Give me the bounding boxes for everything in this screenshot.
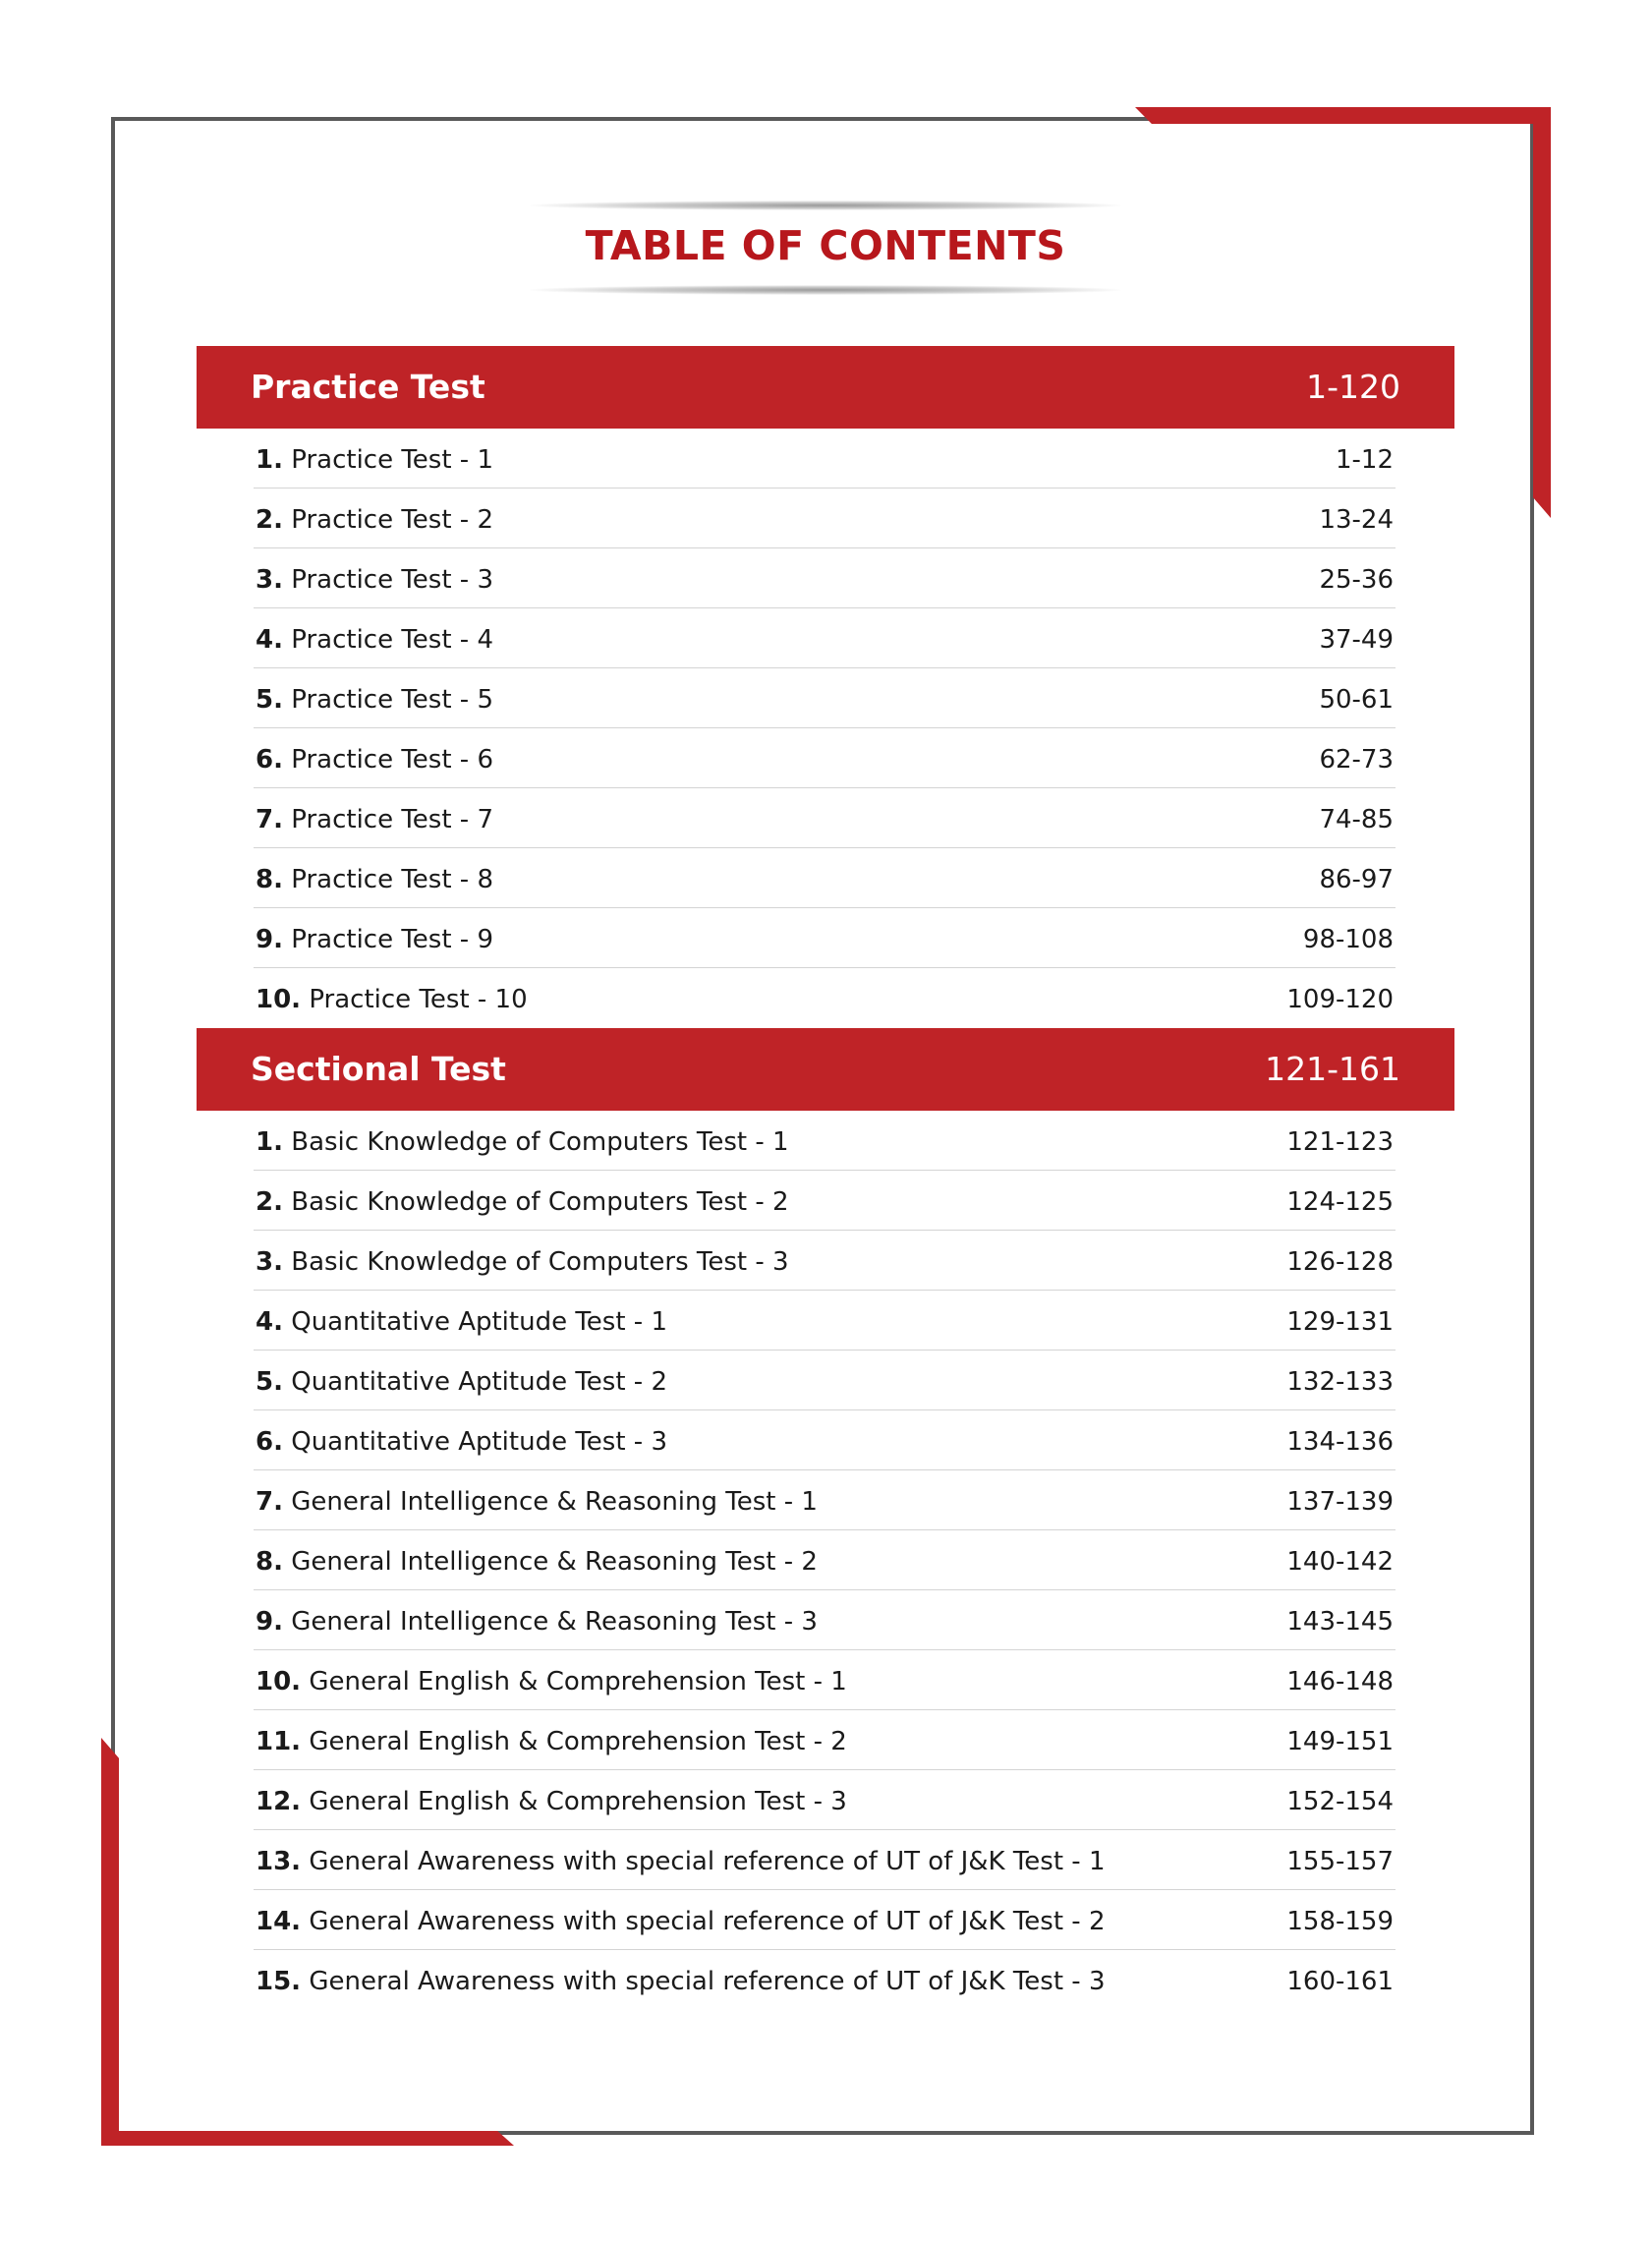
page-title: TABLE OF CONTENTS [585, 222, 1066, 269]
entry-label: General English & Comprehension Test - 2 [309, 1727, 847, 1756]
entry-title [256, 1547, 818, 1577]
entry-label: General English & Comprehension Test - 3 [309, 1787, 847, 1816]
entry-page-range: 62-73 [1319, 745, 1394, 775]
section-title: Sectional Test [251, 1050, 506, 1088]
entry-page-range: 140-142 [1286, 1547, 1394, 1577]
entry-title [256, 1787, 847, 1816]
corner-accent-top-right [1135, 107, 1551, 124]
corner-accent-left [101, 1738, 119, 2146]
entry-page-range: 86-97 [1319, 865, 1394, 894]
section-header-sectional-test [197, 1028, 1454, 1111]
entry-page-range: 121-123 [1286, 1127, 1394, 1157]
entry-title [256, 1667, 847, 1696]
entry-title [256, 985, 528, 1014]
entry-page-range: 25-36 [1319, 565, 1394, 595]
entry-label: Practice Test - 9 [291, 925, 493, 954]
entry-number: 10. [256, 1667, 302, 1696]
entry-number: 6. [256, 1427, 283, 1457]
toc-entry[interactable] [254, 1770, 1396, 1830]
entry-page-range: 109-120 [1286, 985, 1394, 1014]
section-page-range: 1-120 [1306, 368, 1400, 406]
title-rule-top [531, 201, 1120, 210]
entry-number: 5. [256, 1367, 283, 1397]
entry-number: 11. [256, 1727, 302, 1756]
entry-number: 1. [256, 445, 283, 475]
toc-entry[interactable] [254, 1950, 1396, 2010]
toc-entry[interactable] [254, 1111, 1396, 1171]
section-header-practice-test [197, 346, 1454, 429]
entry-label: Practice Test - 10 [309, 985, 528, 1014]
entry-title [256, 805, 493, 834]
entry-number: 10. [256, 985, 302, 1014]
corner-accent-right [1533, 107, 1551, 518]
entry-page-range: 143-145 [1286, 1607, 1394, 1637]
entry-page-range: 155-157 [1286, 1847, 1394, 1876]
entry-label: Practice Test - 6 [291, 745, 493, 775]
toc-entry[interactable] [254, 1231, 1396, 1291]
entry-number: 8. [256, 865, 283, 894]
entry-title [256, 1307, 667, 1337]
entry-number: 6. [256, 745, 283, 775]
entry-label: Basic Knowledge of Computers Test - 1 [291, 1127, 789, 1157]
entry-page-range: 50-61 [1319, 685, 1394, 715]
toc-list-practice-test [254, 429, 1396, 1028]
toc-entry[interactable] [254, 848, 1396, 908]
entry-number: 7. [256, 805, 283, 834]
entry-label: General Intelligence & Reasoning Test - 1 [291, 1487, 818, 1517]
entry-title [256, 445, 493, 475]
entry-label: General English & Comprehension Test - 1 [309, 1667, 847, 1696]
toc-entry[interactable] [254, 908, 1396, 968]
entry-number: 2. [256, 505, 283, 535]
toc-entry[interactable] [254, 1171, 1396, 1231]
entry-label: General Intelligence & Reasoning Test - 3 [291, 1607, 818, 1637]
entry-page-range: 74-85 [1319, 805, 1394, 834]
entry-title [256, 1847, 1106, 1876]
entry-title [256, 1187, 789, 1217]
entry-label: Practice Test - 8 [291, 865, 493, 894]
entry-title [256, 925, 493, 954]
toc-entry[interactable] [254, 788, 1396, 848]
entry-title [256, 1127, 789, 1157]
entry-page-range: 124-125 [1286, 1187, 1394, 1217]
entry-page-range: 98-108 [1302, 925, 1394, 954]
entry-label: Practice Test - 3 [291, 565, 493, 595]
entry-page-range: 1-12 [1335, 445, 1394, 475]
entry-page-range: 149-151 [1286, 1727, 1394, 1756]
entry-label: General Intelligence & Reasoning Test - 2 [291, 1547, 818, 1577]
entry-title [256, 1967, 1106, 1996]
entry-page-range: 13-24 [1319, 505, 1394, 535]
toc-entry[interactable] [254, 668, 1396, 728]
toc-entry[interactable] [254, 1830, 1396, 1890]
entry-title [256, 625, 493, 655]
toc-entry[interactable] [254, 1530, 1396, 1590]
section-page-range: 121-161 [1265, 1050, 1400, 1088]
entry-label: Practice Test - 7 [291, 805, 493, 834]
toc-entry[interactable] [254, 1650, 1396, 1710]
entry-title [256, 1367, 667, 1397]
title-rule-bottom [531, 285, 1120, 295]
entry-title [256, 1247, 789, 1277]
entry-number: 5. [256, 685, 283, 715]
entry-label: Practice Test - 4 [291, 625, 493, 655]
entry-number: 3. [256, 1247, 283, 1277]
entry-title [256, 565, 493, 595]
entry-page-range: 160-161 [1286, 1967, 1394, 1996]
entry-page-range: 152-154 [1286, 1787, 1394, 1816]
entry-label: Practice Test - 1 [291, 445, 493, 475]
entry-title [256, 1727, 847, 1756]
toc-entry[interactable] [254, 489, 1396, 548]
toc-list-sectional-test [254, 1111, 1396, 2010]
corner-accent-bottom-left [101, 2131, 514, 2146]
entry-number: 8. [256, 1547, 283, 1577]
entry-number: 15. [256, 1967, 302, 1996]
entry-page-range: 158-159 [1286, 1907, 1394, 1936]
entry-page-range: 137-139 [1286, 1487, 1394, 1517]
entry-number: 2. [256, 1187, 283, 1217]
entry-label: Quantitative Aptitude Test - 1 [291, 1307, 667, 1337]
entry-label: Practice Test - 5 [291, 685, 493, 715]
entry-number: 14. [256, 1907, 302, 1936]
entry-number: 1. [256, 1127, 283, 1157]
entry-page-range: 132-133 [1286, 1367, 1394, 1397]
entry-title [256, 1427, 667, 1457]
entry-title [256, 1607, 818, 1637]
entry-title [256, 1487, 818, 1517]
entry-label: Quantitative Aptitude Test - 3 [291, 1427, 667, 1457]
toc-entry[interactable] [254, 1890, 1396, 1950]
entry-label: Basic Knowledge of Computers Test - 3 [291, 1247, 789, 1277]
entry-label: Basic Knowledge of Computers Test - 2 [291, 1187, 789, 1217]
toc-entry[interactable] [254, 1710, 1396, 1770]
entry-number: 4. [256, 1307, 283, 1337]
entry-label: General Awareness with special reference of UT of J&K Test - 3 [309, 1967, 1106, 1996]
section-title: Practice Test [251, 368, 485, 406]
toc-entry[interactable] [254, 1410, 1396, 1470]
toc-entry[interactable] [254, 1351, 1396, 1410]
entry-title [256, 865, 493, 894]
entry-label: General Awareness with special reference of UT of J&K Test - 2 [309, 1907, 1106, 1936]
entry-title [256, 1907, 1106, 1936]
toc-entry[interactable] [254, 728, 1396, 788]
entry-page-range: 37-49 [1319, 625, 1394, 655]
entry-label: Quantitative Aptitude Test - 2 [291, 1367, 667, 1397]
entry-number: 12. [256, 1787, 302, 1816]
entry-number: 7. [256, 1487, 283, 1517]
entry-page-range: 129-131 [1286, 1307, 1394, 1337]
entry-label: General Awareness with special reference of UT of J&K Test - 1 [309, 1847, 1106, 1876]
toc-entry[interactable] [254, 1470, 1396, 1530]
toc-entry[interactable] [254, 608, 1396, 668]
entry-number: 3. [256, 565, 283, 595]
entry-page-range: 126-128 [1286, 1247, 1394, 1277]
toc-entry[interactable] [254, 1291, 1396, 1351]
toc-entry[interactable] [254, 1590, 1396, 1650]
entry-label: Practice Test - 2 [291, 505, 493, 535]
entry-page-range: 146-148 [1286, 1667, 1394, 1696]
title-block [531, 197, 1120, 305]
toc-entry[interactable] [254, 548, 1396, 608]
entry-page-range: 134-136 [1286, 1427, 1394, 1457]
toc-entry[interactable] [254, 429, 1396, 489]
entry-title [256, 505, 493, 535]
entry-title [256, 685, 493, 715]
toc-entry[interactable] [254, 968, 1396, 1028]
entry-number: 4. [256, 625, 283, 655]
entry-number: 9. [256, 1607, 283, 1637]
entry-title [256, 745, 493, 775]
entry-number: 9. [256, 925, 283, 954]
entry-number: 13. [256, 1847, 302, 1876]
